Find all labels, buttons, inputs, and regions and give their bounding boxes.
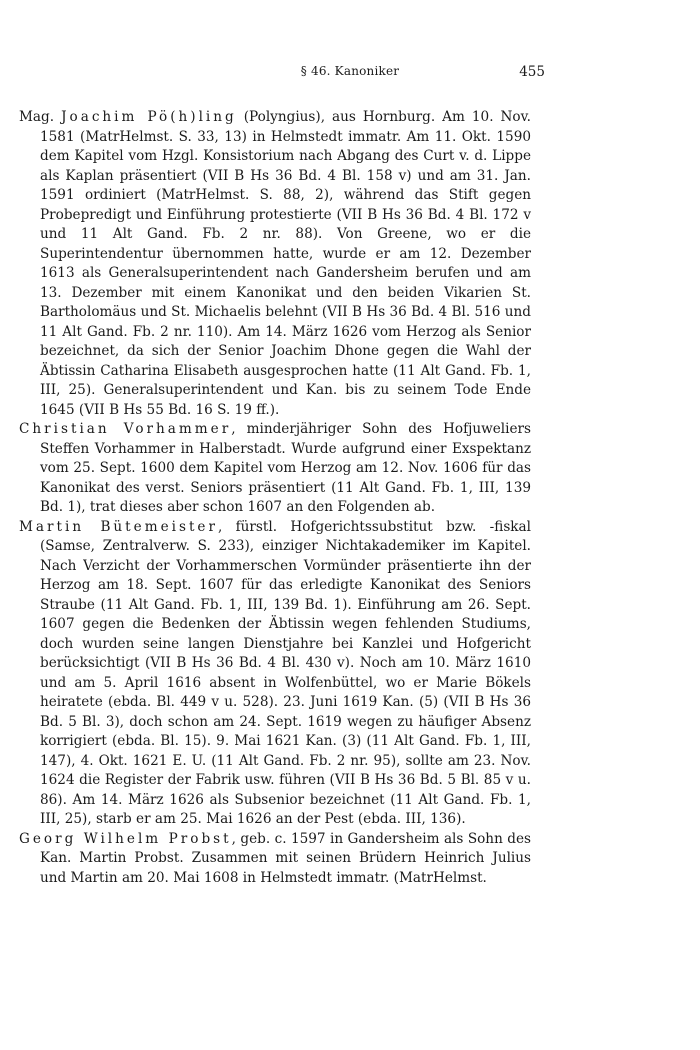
entry-christian-vorhammer <box>19 420 531 518</box>
entry-text: (Polyngius), aus Hornburg. Am 10. Nov. 1581 (MatrHelmst. S. 33, 13) in Helmstedt immatr. Am 11. Okt. 1590 dem Kapitel vom Hzgl. Konsistorium nach Abgang des Curt v. d. Lippe als Kaplan präsentiert (VII B Hs 36 Bd. 4 Bl. 158 v) und am 31. Jan. 1591 ordiniert (MatrHelmst. S. 88, 2), während das Stift gegen Probepredigt und Einführung protestierte (VII B Hs 36 Bd. 4 Bl. 172 v und 11 Alt Gand. Fb. 2 nr. 88). Von Greene, wo er die Superintendentur übernommen hatte, wurde er am 12. Dezember 1613 als Generalsuperintendent nach Gandersheim berufen und am 13. Dezember mit einem Kanonikat und den beiden Vikarien St. Bartholomäus und St. Michaelis belehnt (VII B Hs 36 Bd. 4 Bl. 516 und 11 Alt Gand. Fb. 2 nr. 110). Am 14. März 1626 vom Herzog als Senior bezeichnet, da sich der Senior Joachim Dhone gegen die Wahl der Äbtissin Catharina Elisabeth ausgesprochen hatte (11 Alt Gand. Fb. 1, III, 25). Generalsuperintendent und Kan. bis zu seinem Tode Ende 1645 (VII B Hs 55 Bd. 16 S. 19 ff.). <box>40 109 531 418</box>
entry-text: , fürstl. Hofgerichtssubstitut bzw. -fiskal (Samse, Zentralverw. S. 233), einziger Nichtakademiker im Kapitel. Nach Verzicht der Vorhammerschen Vormünder präsentierte ihn der Herzog am 18. Sept. 1607 für das erledigte Kanonikat des Seniors Straube (11 Alt Gand. Fb. 1, III, 139 Bd. 1). Einführung am 26. Sept. 1607 gegen die Bedenken der Äbtissin wegen fehlenden Studiums, doch wurden seine langen Dienstjahre bei Kanzlei und Hofgericht berücksichtigt (VII B Hs 36 Bd. 4 Bl. 430 v). Noch am 10. März 1610 und am 5. April 1616 absent in Wolfenbüttel, wo er Marie Bökels heiratete (ebda. Bl. 449 v u. 528). 23. Juni 1619 Kan. (5) (VII B Hs 36 Bd. 5 Bl. 3), doch schon am 24. Sept. 1619 wegen zu häufiger Absenz korrigiert (ebda. Bl. 15). 9. Mai 1621 Kan. (3) (11 Alt Gand. Fb. 1, III, 147), 4. Okt. 1621 E. U. (11 Alt Gand. Fb. 2 nr. 95), sollte am 23. Nov. 1624 die Register der Fabrik usw. führen (VII B Hs 36 Bd. 5 Bl. 85 v u. 86). Am 14. März 1626 als Subsenior bezeichnet (11 Alt Gand. Fb. 1, III, 25), starb er am 25. Mai 1626 an der Pest (ebda. III, 136). <box>40 518 531 827</box>
entry-name: Georg Wilhelm Probst <box>19 830 232 847</box>
entry-martin-buetemeister <box>19 518 531 830</box>
entry-text: , geb. c. 1597 in Gandersheim als Sohn des Kan. Martin Probst. Zusammen mit seinen Brüdern Heinrich Julius und Martin am 20. Mai 1608 in Helmstedt immatr. (MatrHelmst. <box>40 830 531 886</box>
entry-text: , minderjähriger Sohn des Hofjuweliers Steffen Vorhammer in Halberstadt. Wurde aufgrund einer Exspektanz vom 25. Sept. 1600 dem Kapitel vom Herzog am 12. Nov. 1606 für das Kanonikat des verst. Seniors präsentiert (11 Alt Gand. Fb. 1, III, 139 Bd. 1), trat dieses aber schon 1607 an den Folgenden ab. <box>40 421 531 515</box>
entry-joachim-poehling <box>19 108 531 420</box>
entry-prefix: Mag. <box>19 109 62 125</box>
body-text <box>19 108 531 888</box>
section-title: § 46. Kanoniker <box>300 64 400 78</box>
entry-name: Joachim Pö(h)ling <box>61 109 237 125</box>
entry-name: Christian Vorhammer <box>19 421 232 437</box>
running-header <box>0 64 700 84</box>
page-number: 455 <box>519 64 545 80</box>
entry-name: Martin Bütemeister <box>19 518 218 535</box>
entry-georg-wilhelm-probst <box>19 830 531 889</box>
